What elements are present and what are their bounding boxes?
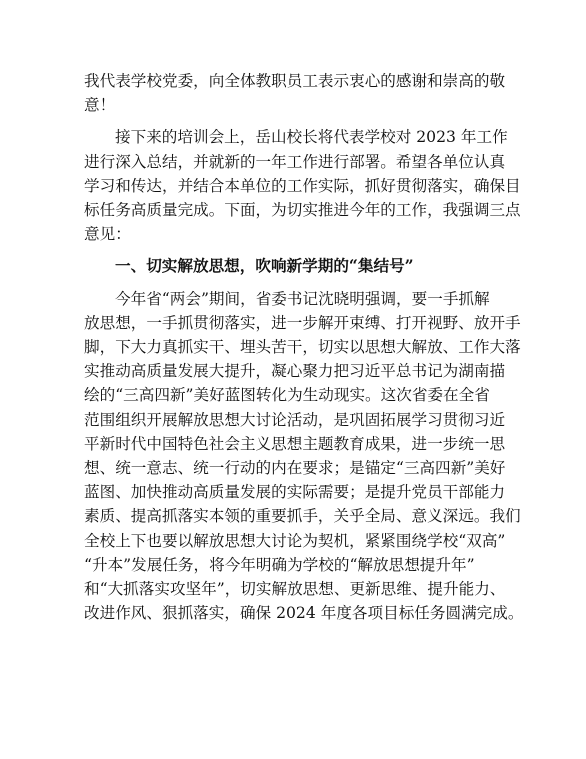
text-line: 平新时代中国特色社会主义思想主题教育成果，进一步统一思 <box>84 434 506 453</box>
text-line: 范围组织开展解放思想大讨论活动，是巩固拓展学习贯彻习近 <box>84 410 506 429</box>
text-line: 全校上下也要以解放思想大讨论为契机，紧紧围绕学校“双高” <box>84 531 506 550</box>
document-body <box>84 69 524 625</box>
text-line: 意见： <box>84 225 131 244</box>
text-line: 实推动高质量发展大提升，凝心聚力把习近平总书记为湖南描 <box>84 362 506 381</box>
paragraph-liberate-thought <box>84 287 524 626</box>
text-line: 脚，下大力真抓实干、埋头苦干，切实以思想大解放、工作大落 <box>84 338 521 357</box>
text-line: 绘的“三高四新”美好蓝图转化为生动现实。这次省委在全省 <box>84 386 490 405</box>
text-line: 意！ <box>84 96 116 115</box>
text-line: 改进作风、狠抓落实，确保 2024 年度各项目标任务圆满完成。 <box>84 604 524 623</box>
text-line: “升本”发展任务，将今年明确为学校的“解放思想提升年” <box>84 555 475 574</box>
text-line: 学习和传达，并结合本单位的工作实际，抓好贯彻落实，确保目 <box>84 176 521 195</box>
text-line: 标任务高质量完成。下面，为切实推进今年的工作，我强调三点 <box>84 201 521 220</box>
text-line: 进行深入总结，并就新的一年工作进行部署。希望各单位认真 <box>84 152 506 171</box>
text-line: 我代表学校党委，向全体教职员工表示衷心的感谢和崇高的敬 <box>84 72 506 90</box>
text-line: 想、统一意志、统一行动的内在要求；是锚定“三高四新”美好 <box>84 459 506 478</box>
paragraph-thanks <box>84 69 506 117</box>
paragraph-meeting-intro <box>84 125 521 246</box>
section-heading-1: 一、切实解放思想，吹响新学期的“集结号” <box>115 256 414 276</box>
text-line: 和“大抓落实攻坚年”，切实解放思想、更新思维、提升能力、 <box>84 580 506 599</box>
text-line: 放思想，一手抓贯彻落实，进一步解开束缚、打开视野、放开手 <box>84 313 521 332</box>
text-line: 今年省“两会”期间，省委书记沈晓明强调，要一手抓解 <box>115 289 490 308</box>
text-line: 蓝图、加快推动高质量发展的实际需要；是提升党员干部能力 <box>84 483 506 502</box>
text-line: 接下来的培训会上，岳山校长将代表学校对 2023 年工作 <box>115 128 508 147</box>
text-line: 素质、提高抓落实本领的重要抓手，关乎全局、意义深远。我们 <box>84 507 521 526</box>
